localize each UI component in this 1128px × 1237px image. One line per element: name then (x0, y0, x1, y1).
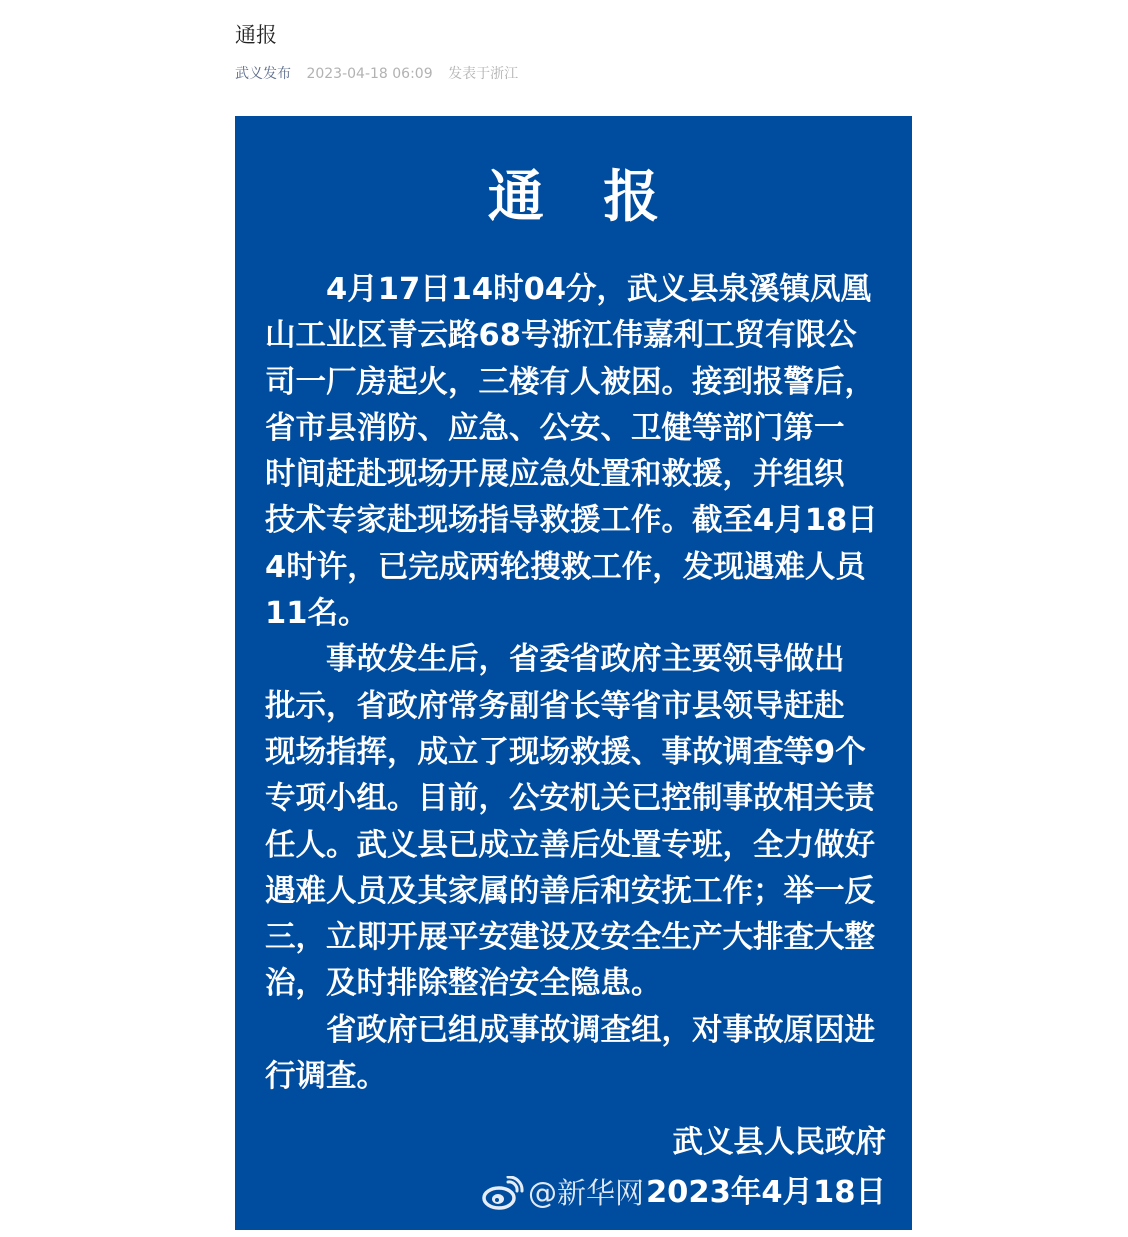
notice-image[interactable] (235, 116, 912, 1230)
signature-org: 武义县人民政府 (672, 1125, 886, 1160)
notice-line: 遇难人员及其家属的善后和安抚工作；举一反 (265, 873, 875, 909)
author-link[interactable]: 武义发布 (235, 66, 291, 82)
notice-line: 4时许，已完成两轮搜救工作，发现遇难人员 (265, 549, 866, 585)
notice-line: 时间赶赴现场开展应急处置和救援，并组织 (265, 457, 845, 493)
post-title: 通报 (235, 23, 277, 47)
notice-line: 4月17日14时04分，武义县泉溪镇凤凰 (326, 272, 872, 307)
watermark-text: @新华网 (528, 1176, 645, 1210)
notice-line: 任人。武义县已成立善后处置专班，全力做好 (265, 827, 875, 863)
post-location: 发表于浙江 (448, 66, 519, 82)
notice-line: 专项小组。目前，公安机关已控制事故相关责 (265, 781, 875, 817)
notice-line: 技术专家赴现场指导救援工作。截至4月18日 (265, 503, 878, 539)
notice-line: 批示，省政府常务副省长等省市县领导赶赴 (265, 688, 845, 724)
notice-line: 11名。 (265, 596, 369, 632)
signature-date: 2023年4月18日 (645, 1175, 886, 1210)
notice-line: 山工业区青云路68号浙江伟嘉利工贸有限公 (265, 318, 857, 354)
notice-line: 行调查。 (265, 1059, 387, 1095)
post-meta (235, 64, 518, 84)
notice-line: 省政府已组成事故调查组，对事故原因进 (326, 1012, 875, 1048)
notice-line: 事故发生后，省委省政府主要领导做出 (326, 642, 845, 678)
notice-line: 省市县消防、应急、公安、卫健等部门第一 (265, 410, 845, 446)
notice-line: 司一厂房起火，三楼有人被困。接到报警后， (265, 364, 875, 400)
notice-title: 通 报 (487, 165, 680, 230)
notice-line: 三，立即开展平安建设及安全生产大排查大整 (265, 920, 875, 956)
post-timestamp: 2023-04-18 06:09 (306, 66, 433, 82)
watermark (482, 1173, 644, 1213)
notice-line: 现场指挥，成立了现场救援、事故调查等9个 (265, 734, 866, 770)
notice-body (265, 267, 891, 1100)
weibo-icon (482, 1176, 524, 1210)
notice-line: 治，及时排除整治安全隐患。 (265, 966, 662, 1002)
